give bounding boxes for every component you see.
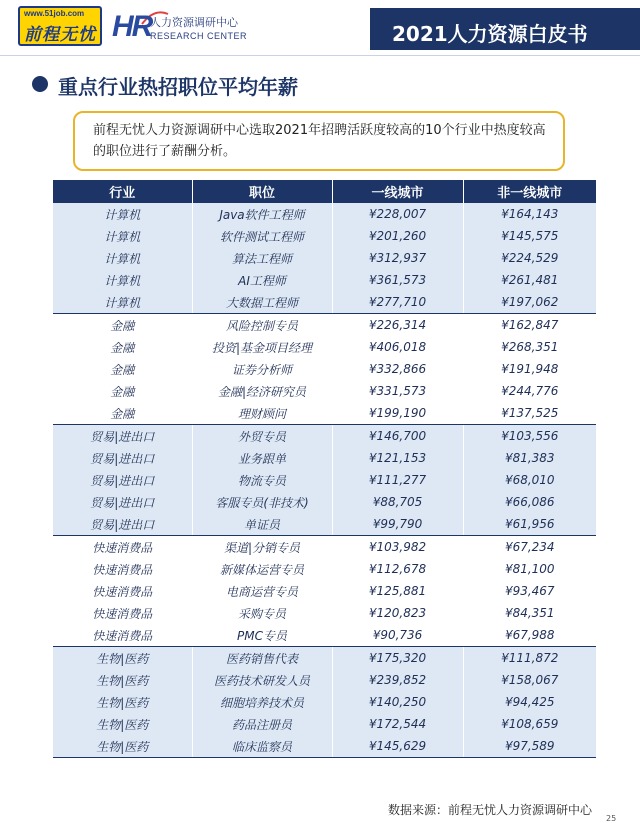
- table-row: [53, 735, 596, 758]
- cell-industry: 快速消费品: [53, 558, 192, 580]
- cell-industry: 计算机: [53, 269, 192, 291]
- cell-tier1-salary: ¥145,629: [332, 735, 463, 758]
- cell-position: 物流专员: [192, 469, 332, 491]
- cell-tier1-salary: ¥88,705: [332, 491, 463, 513]
- cell-position: 新媒体运营专员: [192, 558, 332, 580]
- cell-industry: 生物|医药: [53, 691, 192, 713]
- cell-position: 理财顾问: [192, 402, 332, 425]
- cell-tier1-salary: ¥239,852: [332, 669, 463, 691]
- cell-non-tier1-salary: ¥108,659: [463, 713, 596, 735]
- table-row: [53, 425, 596, 448]
- cell-position: 大数据工程师: [192, 291, 332, 314]
- cell-tier1-salary: ¥125,881: [332, 580, 463, 602]
- cell-position: 金融|经济研究员: [192, 380, 332, 402]
- cell-non-tier1-salary: ¥191,948: [463, 358, 596, 380]
- cell-tier1-salary: ¥332,866: [332, 358, 463, 380]
- cell-non-tier1-salary: ¥84,351: [463, 602, 596, 624]
- cell-industry: 贸易|进出口: [53, 425, 192, 448]
- cell-tier1-salary: ¥120,823: [332, 602, 463, 624]
- cell-industry: 金融: [53, 402, 192, 425]
- table-row: [53, 647, 596, 670]
- intro-box: 前程无忧人力资源调研中心选取2021年招聘活跃度较高的10个行业中热度较高的职位进行了薪酬分析。: [73, 111, 565, 171]
- cell-position: PMC专员: [192, 624, 332, 647]
- cell-position: 外贸专员: [192, 425, 332, 448]
- table-body: [53, 203, 596, 758]
- cell-industry: 快速消费品: [53, 580, 192, 602]
- cell-non-tier1-salary: ¥81,100: [463, 558, 596, 580]
- cell-industry: 金融: [53, 314, 192, 337]
- cell-position: 渠道|分销专员: [192, 536, 332, 559]
- cell-industry: 快速消费品: [53, 624, 192, 647]
- cell-position: 医药技术研发人员: [192, 669, 332, 691]
- cell-position: 投资|基金项目经理: [192, 336, 332, 358]
- cell-tier1-salary: ¥112,678: [332, 558, 463, 580]
- cell-position: 风险控制专员: [192, 314, 332, 337]
- cell-non-tier1-salary: ¥61,956: [463, 513, 596, 536]
- cell-industry: 金融: [53, 336, 192, 358]
- cell-industry: 快速消费品: [53, 536, 192, 559]
- table-row: [53, 336, 596, 358]
- table-row: [53, 602, 596, 624]
- cell-non-tier1-salary: ¥67,234: [463, 536, 596, 559]
- salary-table: [53, 180, 596, 758]
- table-header-row: [53, 180, 596, 203]
- cell-tier1-salary: ¥201,260: [332, 225, 463, 247]
- table-row: [53, 624, 596, 647]
- page-number: 25: [606, 814, 617, 823]
- table-row: [53, 291, 596, 314]
- cell-industry: 贸易|进出口: [53, 469, 192, 491]
- cell-tier1-salary: ¥111,277: [332, 469, 463, 491]
- cell-industry: 计算机: [53, 247, 192, 269]
- cell-non-tier1-salary: ¥94,425: [463, 691, 596, 713]
- cell-position: Java软件工程师: [192, 203, 332, 225]
- cell-non-tier1-salary: ¥103,556: [463, 425, 596, 448]
- cell-tier1-salary: ¥146,700: [332, 425, 463, 448]
- table-row: [53, 314, 596, 337]
- cell-tier1-salary: ¥90,736: [332, 624, 463, 647]
- header-non-tier1: 非一线城市: [463, 180, 596, 203]
- cell-tier1-salary: ¥99,790: [332, 513, 463, 536]
- table-row: [53, 691, 596, 713]
- hr-center-english: RESEARCH CENTER: [150, 31, 248, 41]
- cell-position: 业务跟单: [192, 447, 332, 469]
- cell-industry: 快速消费品: [53, 602, 192, 624]
- table-row: [53, 358, 596, 380]
- cell-industry: 生物|医药: [53, 735, 192, 758]
- cell-position: 算法工程师: [192, 247, 332, 269]
- table-row: [53, 491, 596, 513]
- hr-logo-mark: HR: [112, 10, 152, 43]
- cell-industry: 生物|医药: [53, 647, 192, 670]
- page-header: [0, 0, 640, 60]
- cell-industry: 计算机: [53, 291, 192, 314]
- cell-position: AI工程师: [192, 269, 332, 291]
- cell-non-tier1-salary: ¥111,872: [463, 647, 596, 670]
- cell-position: 医药销售代表: [192, 647, 332, 670]
- cell-non-tier1-salary: ¥97,589: [463, 735, 596, 758]
- table-row: [53, 713, 596, 735]
- cell-position: 单证员: [192, 513, 332, 536]
- cell-position: 电商运营专员: [192, 580, 332, 602]
- table-row: [53, 203, 596, 225]
- 51job-logo: [18, 6, 102, 46]
- cell-non-tier1-salary: ¥67,988: [463, 624, 596, 647]
- cell-tier1-salary: ¥172,544: [332, 713, 463, 735]
- cell-industry: 贸易|进出口: [53, 447, 192, 469]
- cell-tier1-salary: ¥312,937: [332, 247, 463, 269]
- cell-industry: 金融: [53, 380, 192, 402]
- hr-center-name: 人力资源调研中心: [150, 16, 238, 29]
- table-row: [53, 558, 596, 580]
- table-row: [53, 536, 596, 559]
- cell-position: 软件测试工程师: [192, 225, 332, 247]
- table-row: [53, 402, 596, 425]
- data-source: 数据来源：前程无忧人力资源调研中心: [388, 803, 593, 817]
- cell-tier1-salary: ¥277,710: [332, 291, 463, 314]
- table-row: [53, 513, 596, 536]
- cell-industry: 计算机: [53, 225, 192, 247]
- logo-text: 前程无忧: [24, 25, 96, 45]
- cell-position: 细胞培养技术员: [192, 691, 332, 713]
- header-position: 职位: [192, 180, 332, 203]
- cell-non-tier1-salary: ¥93,467: [463, 580, 596, 602]
- cell-position: 临床监察员: [192, 735, 332, 758]
- cell-tier1-salary: ¥199,190: [332, 402, 463, 425]
- logo-url: www.51job.com: [24, 9, 85, 18]
- cell-non-tier1-salary: ¥68,010: [463, 469, 596, 491]
- cell-non-tier1-salary: ¥158,067: [463, 669, 596, 691]
- table-row: [53, 669, 596, 691]
- table-row: [53, 469, 596, 491]
- cell-tier1-salary: ¥121,153: [332, 447, 463, 469]
- cell-non-tier1-salary: ¥268,351: [463, 336, 596, 358]
- cell-tier1-salary: ¥406,018: [332, 336, 463, 358]
- table-row: [53, 447, 596, 469]
- cell-position: 证券分析师: [192, 358, 332, 380]
- cell-tier1-salary: ¥226,314: [332, 314, 463, 337]
- cell-non-tier1-salary: ¥164,143: [463, 203, 596, 225]
- cell-non-tier1-salary: ¥261,481: [463, 269, 596, 291]
- cell-non-tier1-salary: ¥197,062: [463, 291, 596, 314]
- cell-industry: 贸易|进出口: [53, 513, 192, 536]
- cell-non-tier1-salary: ¥162,847: [463, 314, 596, 337]
- cell-tier1-salary: ¥103,982: [332, 536, 463, 559]
- cell-industry: 生物|医药: [53, 669, 192, 691]
- cell-industry: 生物|医药: [53, 713, 192, 735]
- cell-industry: 贸易|进出口: [53, 491, 192, 513]
- cell-non-tier1-salary: ¥145,575: [463, 225, 596, 247]
- table-row: [53, 247, 596, 269]
- cell-industry: 计算机: [53, 203, 192, 225]
- header-industry: 行业: [53, 180, 192, 203]
- cell-tier1-salary: ¥175,320: [332, 647, 463, 670]
- cell-tier1-salary: ¥331,573: [332, 380, 463, 402]
- cell-position: 药品注册员: [192, 713, 332, 735]
- header-divider: [0, 55, 640, 56]
- table-row: [53, 269, 596, 291]
- report-title: 2021人力资源白皮书: [392, 22, 588, 46]
- cell-tier1-salary: ¥140,250: [332, 691, 463, 713]
- table-row: [53, 580, 596, 602]
- report-title-banner: [370, 8, 640, 50]
- cell-non-tier1-salary: ¥224,529: [463, 247, 596, 269]
- section-title: 重点行业热招职位平均年薪: [58, 75, 298, 99]
- cell-non-tier1-salary: ¥81,383: [463, 447, 596, 469]
- cell-tier1-salary: ¥228,007: [332, 203, 463, 225]
- cell-position: 客服专员(非技术): [192, 491, 332, 513]
- cell-industry: 金融: [53, 358, 192, 380]
- section-bullet-icon: [32, 76, 48, 92]
- table-row: [53, 380, 596, 402]
- cell-position: 采购专员: [192, 602, 332, 624]
- cell-non-tier1-salary: ¥66,086: [463, 491, 596, 513]
- cell-non-tier1-salary: ¥244,776: [463, 380, 596, 402]
- table-row: [53, 225, 596, 247]
- header-tier1: 一线城市: [332, 180, 463, 203]
- cell-non-tier1-salary: ¥137,525: [463, 402, 596, 425]
- cell-tier1-salary: ¥361,573: [332, 269, 463, 291]
